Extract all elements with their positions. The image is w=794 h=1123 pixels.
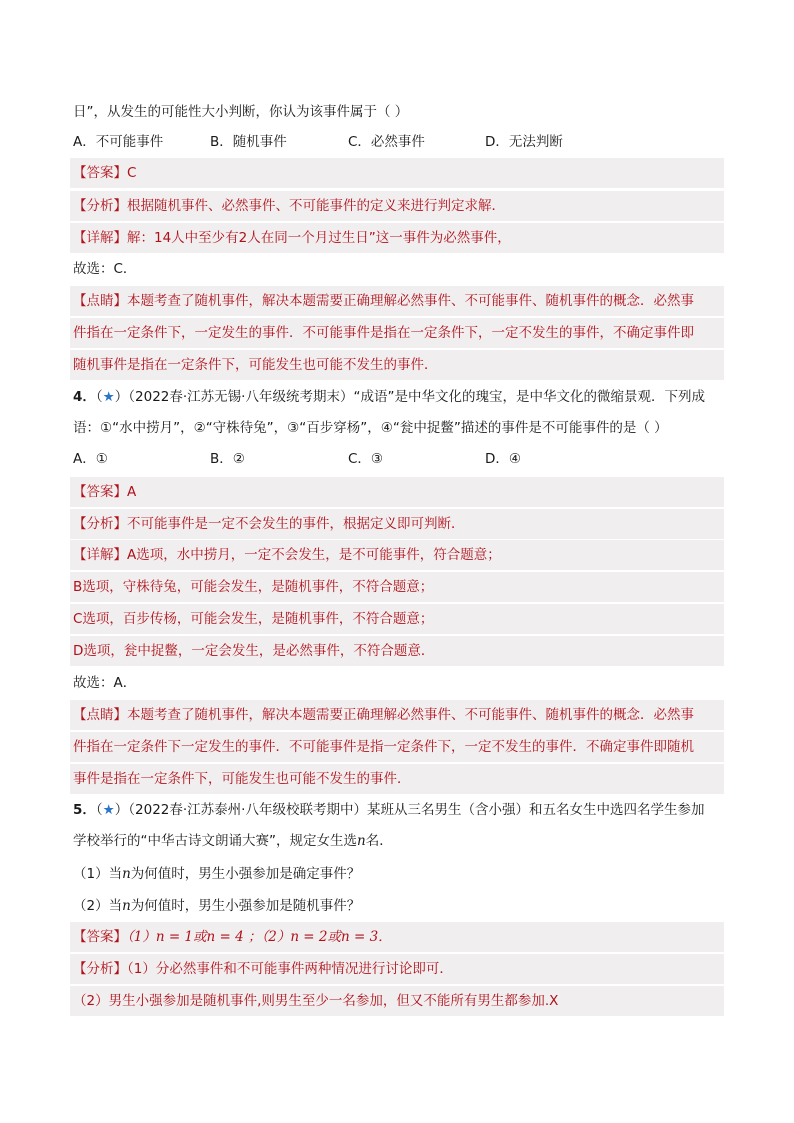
star-icon: ★ <box>102 389 115 405</box>
q4-answer <box>70 477 724 507</box>
q5-stem-text: 学校举行的“中华古诗文朗诵大赛”，规定女生选 <box>73 833 357 849</box>
q3-analysis <box>70 191 724 221</box>
subquestion-text: 为何值时，男生小强参加是随机事件？ <box>130 898 361 914</box>
variable-n: n <box>122 866 131 882</box>
analysis-tag: 【分析】 <box>73 516 127 532</box>
variable-n: n <box>357 833 366 849</box>
q5-answer <box>70 922 724 952</box>
answer-tag: 【答案】 <box>73 929 127 945</box>
q3-options <box>70 127 724 157</box>
q3-comment-line-3 <box>70 350 724 380</box>
star-open: （ <box>95 802 103 818</box>
analysis-tag: 【分析】 <box>73 961 127 977</box>
detail-tag: 【详解】 <box>73 547 127 563</box>
detail-text: B选项，守株待兔，可能会发生，是随机事件，不符合题意； <box>73 579 434 595</box>
q4-stem-line-2 <box>70 413 724 443</box>
detail-tag: 【详解】 <box>73 230 127 246</box>
comment-text: 事件是指在一定条件下，可能发生也可能不发生的事件． <box>73 771 411 787</box>
detail-text: C选项，百步传杨，可能会发生，是随机事件，不符合题意； <box>73 611 434 627</box>
star-open: （ <box>95 389 103 405</box>
q4-option-a[interactable]: A．① <box>73 451 108 467</box>
q4-comment-line-2 <box>70 732 724 762</box>
q3-option-d[interactable]: D．无法判断 <box>485 134 563 150</box>
comment-text: 本题考查了随机事件，解决本题需要正确理解必然事件、不可能事件、随机事件的概念．必然事 <box>127 293 694 309</box>
q4-options <box>70 444 724 474</box>
q5-stem-line-2 <box>70 826 724 856</box>
analysis-tag: 【分析】 <box>73 198 127 214</box>
subquestion-text: （2）当 <box>73 898 123 914</box>
star-icon: ★ <box>102 802 115 818</box>
star-close: ） <box>114 802 129 818</box>
q4-stem-line-1 <box>70 382 724 412</box>
q5-stem-text: 名． <box>365 833 393 849</box>
q4-detail-line-2 <box>70 572 724 602</box>
q4-comment-line-1 <box>70 700 724 730</box>
q3-conclusion <box>70 254 724 284</box>
q4-option-d[interactable]: D．④ <box>485 451 521 467</box>
q5-subquestion-1 <box>70 859 724 889</box>
q3-option-a[interactable]: A．不可能事件 <box>73 134 164 150</box>
q4-option-b[interactable]: B．② <box>210 451 245 467</box>
analysis-text: （2）男生小强参加是随机事件,则男生至少一名参加，但又不能所有男生都参加.X <box>73 993 559 1009</box>
q5-analysis-line-1 <box>70 954 724 984</box>
q3-answer <box>70 158 724 188</box>
q3-stem-text: 日”，从发生的可能性大小判断，你认为该事件属于（ ） <box>73 104 409 120</box>
q4-detail-line-4 <box>70 636 724 666</box>
answer-value: C <box>127 165 137 181</box>
detail-text: D选项，瓮中捉鳖，一定会发生，是必然事件，不符合题意． <box>73 643 435 659</box>
comment-tag: 【点睛】 <box>73 707 127 723</box>
variable-n: n <box>122 898 131 914</box>
comment-text: 件指在一定条件下，一定发生的事件．不可能事件是指在一定条件下，一定不发生的事件，不确定事件即 <box>73 325 694 341</box>
answer-tag: 【答案】 <box>73 484 127 500</box>
analysis-text: （1）分必然事件和不可能事件两种情况进行讨论即可． <box>127 961 453 977</box>
question-number: 5． <box>73 802 96 818</box>
conclusion-text: 故选：A． <box>73 675 137 691</box>
q4-option-c[interactable]: C．③ <box>348 451 384 467</box>
analysis-text: 根据随机事件、必然事件、不可能事件的定义来进行判定求解． <box>127 198 505 214</box>
q3-option-c[interactable]: C．必然事件 <box>348 134 425 150</box>
q5-stem-line-1 <box>70 795 724 825</box>
q3-option-b[interactable]: B．随机事件 <box>210 134 287 150</box>
comment-tag: 【点睛】 <box>73 293 127 309</box>
q5-analysis-line-2 <box>70 986 724 1016</box>
star-close: ） <box>114 389 129 405</box>
q4-conclusion <box>70 668 724 698</box>
q3-stem-tail <box>70 97 724 127</box>
answer-value: （1）n = 1或n = 4 ；（2）n = 2或n = 3． <box>127 929 392 945</box>
analysis-text: 不可能事件是一定不会发生的事件，根据定义即可判断． <box>127 516 465 532</box>
answer-tag: 【答案】 <box>73 165 127 181</box>
q5-subquestion-2 <box>70 891 724 921</box>
conclusion-text: 故选：C． <box>73 261 137 277</box>
q4-comment-line-3 <box>70 764 724 794</box>
answer-value: A <box>127 484 137 500</box>
detail-text: A选项，水中捞月，一定不会发生，是不可能事件，符合题意； <box>127 547 501 563</box>
q4-analysis <box>70 509 724 539</box>
q3-comment-line-1 <box>70 286 724 316</box>
q3-detail <box>70 223 724 253</box>
comment-text: 本题考查了随机事件，解决本题需要正确理解必然事件、不可能事件、随机事件的概念．必然事 <box>127 707 694 723</box>
q4-detail-line-1 <box>70 540 724 570</box>
q4-stem-text: 语：①“水中捞月”，②“守株待兔”，③“百步穿杨”，④“瓮中捉鳖”描述的事件是不可能事件的是（ ） <box>73 420 668 436</box>
subquestion-text: （1）当 <box>73 866 123 882</box>
q3-comment-line-2 <box>70 318 724 348</box>
comment-text: 随机事件是指在一定条件下，可能发生也可能不发生的事件． <box>73 357 438 373</box>
comment-text: 件指在一定条件下一定发生的事件．不可能事件是指一定条件下，一定不发生的事件．不确定事件即随机 <box>73 739 694 755</box>
detail-text: 解：14人中至少有2人在同一个月过生日”这一事件为必然事件， <box>127 230 511 246</box>
q4-stem-text: （2022春·江苏无锡·八年级统考期末）“成语”是中华文化的瑰宝，是中华文化的微缩景观．下列成 <box>128 389 705 405</box>
q4-detail-line-3 <box>70 604 724 634</box>
q5-stem-text: （2022春·江苏泰州·八年级校联考期中）某班从三名男生（含小强）和五名女生中选四名学生参加 <box>128 802 705 818</box>
subquestion-text: 为何值时，男生小强参加是确定事件？ <box>130 866 361 882</box>
question-number: 4． <box>73 389 96 405</box>
